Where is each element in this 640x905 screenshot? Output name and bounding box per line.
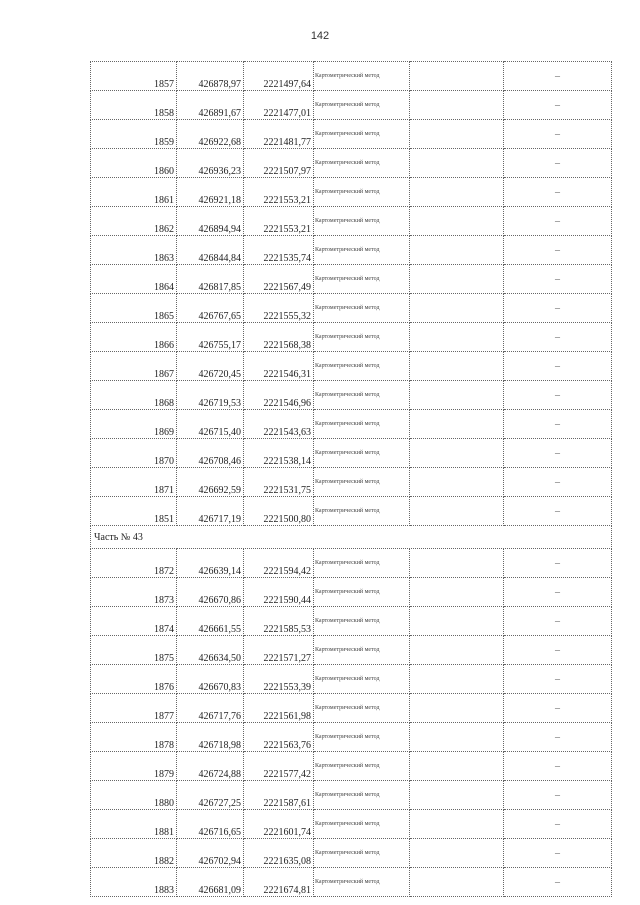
- empty-cell: [410, 149, 504, 178]
- point-id-cell: 1874: [91, 607, 177, 636]
- y-coordinate-cell: 2221571,27: [244, 636, 314, 665]
- x-coordinate-cell: 426716,65: [177, 810, 244, 839]
- empty-cell: [410, 810, 504, 839]
- method-cell: Картометрический метод: [314, 497, 410, 526]
- y-coordinate-cell: 2221568,38: [244, 323, 314, 352]
- method-cell: Картометрический метод: [314, 352, 410, 381]
- table-row: [91, 62, 612, 91]
- note-cell: –: [504, 810, 612, 839]
- y-coordinate-cell: 2221553,21: [244, 178, 314, 207]
- point-id-cell: 1851: [91, 497, 177, 526]
- method-cell: Картометрический метод: [314, 91, 410, 120]
- note-cell: –: [504, 607, 612, 636]
- method-cell: Картометрический метод: [314, 62, 410, 91]
- table-row: [91, 323, 612, 352]
- note-cell: –: [504, 352, 612, 381]
- empty-cell: [410, 468, 504, 497]
- empty-cell: [410, 723, 504, 752]
- point-id-cell: 1869: [91, 410, 177, 439]
- x-coordinate-cell: 426936,23: [177, 149, 244, 178]
- note-cell: –: [504, 665, 612, 694]
- point-id-cell: 1880: [91, 781, 177, 810]
- method-cell: Картометрический метод: [314, 381, 410, 410]
- y-coordinate-cell: 2221546,96: [244, 381, 314, 410]
- point-id-cell: 1859: [91, 120, 177, 149]
- y-coordinate-cell: 2221481,77: [244, 120, 314, 149]
- empty-cell: [410, 607, 504, 636]
- x-coordinate-cell: 426894,94: [177, 207, 244, 236]
- method-cell: Картометрический метод: [314, 665, 410, 694]
- x-coordinate-cell: 426692,59: [177, 468, 244, 497]
- point-id-cell: 1866: [91, 323, 177, 352]
- y-coordinate-cell: 2221497,64: [244, 62, 314, 91]
- table-row: [91, 694, 612, 723]
- method-cell: Картометрический метод: [314, 207, 410, 236]
- table-row: [91, 381, 612, 410]
- empty-cell: [410, 781, 504, 810]
- table-row: [91, 665, 612, 694]
- x-coordinate-cell: 426717,76: [177, 694, 244, 723]
- empty-cell: [410, 694, 504, 723]
- note-cell: –: [504, 868, 612, 897]
- table-row: [91, 178, 612, 207]
- y-coordinate-cell: 2221601,74: [244, 810, 314, 839]
- y-coordinate-cell: 2221538,14: [244, 439, 314, 468]
- point-id-cell: 1860: [91, 149, 177, 178]
- method-cell: Картометрический метод: [314, 694, 410, 723]
- y-coordinate-cell: 2221577,42: [244, 752, 314, 781]
- empty-cell: [410, 439, 504, 468]
- point-id-cell: 1871: [91, 468, 177, 497]
- method-cell: Картометрический метод: [314, 323, 410, 352]
- method-cell: Картометрический метод: [314, 439, 410, 468]
- y-coordinate-cell: 2221507,97: [244, 149, 314, 178]
- table-row: [91, 468, 612, 497]
- method-cell: Картометрический метод: [314, 839, 410, 868]
- empty-cell: [410, 294, 504, 323]
- note-cell: –: [504, 468, 612, 497]
- x-coordinate-cell: 426719,53: [177, 381, 244, 410]
- note-cell: –: [504, 694, 612, 723]
- table-row: [91, 752, 612, 781]
- method-cell: Картометрический метод: [314, 752, 410, 781]
- note-cell: –: [504, 294, 612, 323]
- table-row: [91, 607, 612, 636]
- x-coordinate-cell: 426878,97: [177, 62, 244, 91]
- empty-cell: [410, 381, 504, 410]
- x-coordinate-cell: 426817,85: [177, 265, 244, 294]
- point-id-cell: 1873: [91, 578, 177, 607]
- note-cell: –: [504, 91, 612, 120]
- empty-cell: [410, 265, 504, 294]
- note-cell: –: [504, 839, 612, 868]
- y-coordinate-cell: 2221555,32: [244, 294, 314, 323]
- x-coordinate-cell: 426891,67: [177, 91, 244, 120]
- empty-cell: [410, 91, 504, 120]
- table-row: [91, 439, 612, 468]
- x-coordinate-cell: 426708,46: [177, 439, 244, 468]
- empty-cell: [410, 323, 504, 352]
- x-coordinate-cell: 426727,25: [177, 781, 244, 810]
- x-coordinate-cell: 426767,65: [177, 294, 244, 323]
- empty-cell: [410, 236, 504, 265]
- x-coordinate-cell: 426661,55: [177, 607, 244, 636]
- table-row: [91, 120, 612, 149]
- x-coordinate-cell: 426724,88: [177, 752, 244, 781]
- note-cell: –: [504, 549, 612, 578]
- table-row: [91, 636, 612, 665]
- point-id-cell: 1865: [91, 294, 177, 323]
- point-id-cell: 1870: [91, 439, 177, 468]
- note-cell: –: [504, 62, 612, 91]
- y-coordinate-cell: 2221594,42: [244, 549, 314, 578]
- empty-cell: [410, 352, 504, 381]
- method-cell: Картометрический метод: [314, 810, 410, 839]
- table-row: [91, 723, 612, 752]
- table-row: [91, 410, 612, 439]
- note-cell: –: [504, 207, 612, 236]
- y-coordinate-cell: 2221553,21: [244, 207, 314, 236]
- empty-cell: [410, 752, 504, 781]
- note-cell: –: [504, 410, 612, 439]
- x-coordinate-cell: 426634,50: [177, 636, 244, 665]
- table-row: [91, 497, 612, 526]
- note-cell: –: [504, 752, 612, 781]
- method-cell: Картометрический метод: [314, 781, 410, 810]
- y-coordinate-cell: 2221500,80: [244, 497, 314, 526]
- table-row: [91, 91, 612, 120]
- note-cell: –: [504, 323, 612, 352]
- y-coordinate-cell: 2221546,31: [244, 352, 314, 381]
- method-cell: Картометрический метод: [314, 120, 410, 149]
- point-id-cell: 1872: [91, 549, 177, 578]
- point-id-cell: 1881: [91, 810, 177, 839]
- point-id-cell: 1879: [91, 752, 177, 781]
- table-row: [91, 781, 612, 810]
- table-row: [91, 236, 612, 265]
- note-cell: –: [504, 439, 612, 468]
- point-id-cell: 1876: [91, 665, 177, 694]
- empty-cell: [410, 549, 504, 578]
- x-coordinate-cell: 426702,94: [177, 839, 244, 868]
- empty-cell: [410, 868, 504, 897]
- note-cell: –: [504, 381, 612, 410]
- x-coordinate-cell: 426921,18: [177, 178, 244, 207]
- point-id-cell: 1867: [91, 352, 177, 381]
- point-id-cell: 1863: [91, 236, 177, 265]
- coordinates-table: [90, 61, 612, 897]
- note-cell: –: [504, 497, 612, 526]
- y-coordinate-cell: 2221590,44: [244, 578, 314, 607]
- method-cell: Картометрический метод: [314, 578, 410, 607]
- x-coordinate-cell: 426670,86: [177, 578, 244, 607]
- x-coordinate-cell: 426717,19: [177, 497, 244, 526]
- point-id-cell: 1861: [91, 178, 177, 207]
- x-coordinate-cell: 426681,09: [177, 868, 244, 897]
- table-row: [91, 352, 612, 381]
- method-cell: Картометрический метод: [314, 294, 410, 323]
- empty-cell: [410, 839, 504, 868]
- table-row: [91, 265, 612, 294]
- method-cell: Картометрический метод: [314, 178, 410, 207]
- empty-cell: [410, 207, 504, 236]
- method-cell: Картометрический метод: [314, 236, 410, 265]
- y-coordinate-cell: 2221477,01: [244, 91, 314, 120]
- table-row: [91, 868, 612, 897]
- table-row: [91, 810, 612, 839]
- page-number: 142: [310, 30, 330, 42]
- y-coordinate-cell: 2221553,39: [244, 665, 314, 694]
- y-coordinate-cell: 2221635,08: [244, 839, 314, 868]
- note-cell: –: [504, 236, 612, 265]
- x-coordinate-cell: 426670,83: [177, 665, 244, 694]
- y-coordinate-cell: 2221535,74: [244, 236, 314, 265]
- empty-cell: [410, 578, 504, 607]
- method-cell: Картометрический метод: [314, 149, 410, 178]
- y-coordinate-cell: 2221543,63: [244, 410, 314, 439]
- table-row: [91, 839, 612, 868]
- note-cell: –: [504, 120, 612, 149]
- method-cell: Картометрический метод: [314, 549, 410, 578]
- x-coordinate-cell: 426639,14: [177, 549, 244, 578]
- y-coordinate-cell: 2221561,98: [244, 694, 314, 723]
- note-cell: –: [504, 178, 612, 207]
- empty-cell: [410, 497, 504, 526]
- empty-cell: [410, 62, 504, 91]
- x-coordinate-cell: 426755,17: [177, 323, 244, 352]
- point-id-cell: 1868: [91, 381, 177, 410]
- point-id-cell: 1864: [91, 265, 177, 294]
- y-coordinate-cell: 2221674,81: [244, 868, 314, 897]
- note-cell: –: [504, 781, 612, 810]
- point-id-cell: 1883: [91, 868, 177, 897]
- point-id-cell: 1882: [91, 839, 177, 868]
- table-row: [91, 149, 612, 178]
- method-cell: Картометрический метод: [314, 868, 410, 897]
- table-row: [91, 578, 612, 607]
- point-id-cell: 1878: [91, 723, 177, 752]
- empty-cell: [410, 178, 504, 207]
- empty-cell: [410, 665, 504, 694]
- note-cell: –: [504, 723, 612, 752]
- method-cell: Картометрический метод: [314, 636, 410, 665]
- method-cell: Картометрический метод: [314, 410, 410, 439]
- table-row: [91, 294, 612, 323]
- x-coordinate-cell: 426844,84: [177, 236, 244, 265]
- point-id-cell: 1857: [91, 62, 177, 91]
- section-label: Часть № 43: [91, 526, 612, 549]
- y-coordinate-cell: 2221531,75: [244, 468, 314, 497]
- x-coordinate-cell: 426718,98: [177, 723, 244, 752]
- empty-cell: [410, 636, 504, 665]
- point-id-cell: 1877: [91, 694, 177, 723]
- point-id-cell: 1858: [91, 91, 177, 120]
- note-cell: –: [504, 149, 612, 178]
- x-coordinate-cell: 426715,40: [177, 410, 244, 439]
- y-coordinate-cell: 2221585,53: [244, 607, 314, 636]
- x-coordinate-cell: 426720,45: [177, 352, 244, 381]
- note-cell: –: [504, 265, 612, 294]
- note-cell: –: [504, 578, 612, 607]
- table-row: [91, 549, 612, 578]
- section-row: [91, 526, 612, 549]
- table-row: [91, 207, 612, 236]
- method-cell: Картометрический метод: [314, 607, 410, 636]
- empty-cell: [410, 410, 504, 439]
- method-cell: Картометрический метод: [314, 265, 410, 294]
- empty-cell: [410, 120, 504, 149]
- y-coordinate-cell: 2221567,49: [244, 265, 314, 294]
- note-cell: –: [504, 636, 612, 665]
- point-id-cell: 1875: [91, 636, 177, 665]
- y-coordinate-cell: 2221563,76: [244, 723, 314, 752]
- method-cell: Картометрический метод: [314, 723, 410, 752]
- method-cell: Картометрический метод: [314, 468, 410, 497]
- point-id-cell: 1862: [91, 207, 177, 236]
- y-coordinate-cell: 2221587,61: [244, 781, 314, 810]
- x-coordinate-cell: 426922,68: [177, 120, 244, 149]
